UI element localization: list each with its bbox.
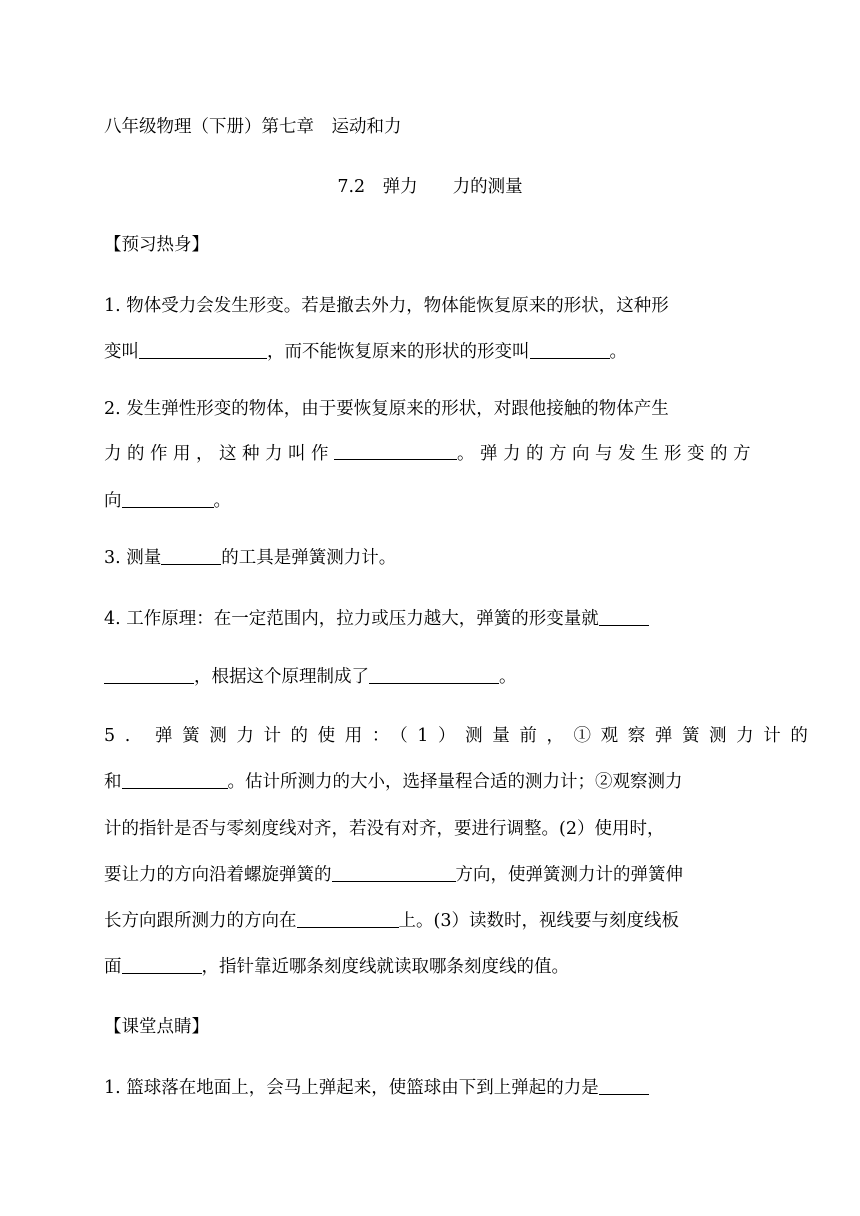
answer-blank[interactable] [332,863,456,882]
question-text: ，而不能恢复原来的形状的形变叫 [267,342,530,362]
question-5-line-6 [104,954,756,980]
answer-blank[interactable] [297,909,399,928]
question-text: 上。(3）读数时，视线要与刻度线板 [398,911,679,931]
question-5-line-5 [104,908,756,934]
question-4-line-2 [104,664,756,690]
section-heading-preview: 【预习热身】 [104,235,209,255]
question-text: 5. 弹簧测力计的使用：（1）测量前，①观察弹簧测力计的 [104,726,818,746]
question-text: 力的作用，这种力叫作 [104,444,334,464]
question-1-line-1: 1. 物体受力会发生形变。若是撤去外力，物体能恢复原来的形状，这种形 [104,296,669,316]
question-text: 的工具是弹簧测力计。 [221,548,397,568]
question-text: 。估计所测力的大小，选择量程合适的测力计；②观察测力 [227,772,683,792]
course-title: 八年级物理（下册）第七章 运动和力 [104,117,402,137]
answer-blank[interactable] [599,607,649,626]
answer-blank[interactable] [122,489,214,508]
classroom-question-1-line-1 [104,1075,756,1101]
answer-blank[interactable] [334,441,457,460]
question-text: ，根据这个原理制成了 [194,667,369,687]
lesson-title: 7.2 弹力 力的测量 [337,177,523,197]
section-heading-classroom: 【课堂点睛】 [104,1017,209,1037]
question-5-line-1 [104,723,818,749]
question-2-line-2 [104,441,756,467]
question-text: 方向，使弹簧测力计的弹簧伸 [455,865,683,885]
question-2-line-1: 2. 发生弹性形变的物体，由于要恢复原来的形状，对跟他接触的物体产生 [104,399,669,419]
question-1-line-2 [104,339,756,365]
question-text: 向 [104,491,122,511]
answer-blank[interactable] [122,770,228,789]
question-text: 变叫 [104,342,139,362]
question-5-line-3: 计的指针是否与零刻度线对齐，若没有对齐，要进行调整。(2）使用时， [104,819,665,839]
question-text: 。 [213,491,231,511]
question-text: 1. 篮球落在地面上，会马上弹起来，使篮球由下到上弹起的力是 [104,1078,599,1098]
question-3 [104,545,756,571]
question-text: 3. 测量 [104,548,162,568]
question-5-line-4 [104,862,756,888]
question-5-line-2 [104,769,756,795]
question-text: 。弹力的方向与发生形变的方 [457,444,756,464]
question-text: 和 [104,772,122,792]
answer-blank[interactable] [104,665,194,684]
question-text: 长方向跟所测力的方向在 [104,911,297,931]
question-text: 要让力的方向沿着螺旋弹簧的 [104,865,332,885]
answer-blank[interactable] [139,340,267,359]
question-text: ，指针靠近哪条刻度线就读取哪条刻度线的值。 [201,957,569,977]
question-2-line-3 [104,488,756,514]
answer-blank[interactable] [122,955,202,974]
question-text: 4. 工作原理：在一定范围内，拉力或压力越大，弹簧的形变量就 [104,609,599,629]
question-text: 。 [499,667,517,687]
question-4-line-1 [104,606,756,632]
question-text: 面 [104,957,122,977]
question-text: 。 [609,342,627,362]
answer-blank[interactable] [530,340,610,359]
answer-blank[interactable] [369,665,499,684]
answer-blank[interactable] [599,1076,649,1095]
answer-blank[interactable] [161,546,221,565]
